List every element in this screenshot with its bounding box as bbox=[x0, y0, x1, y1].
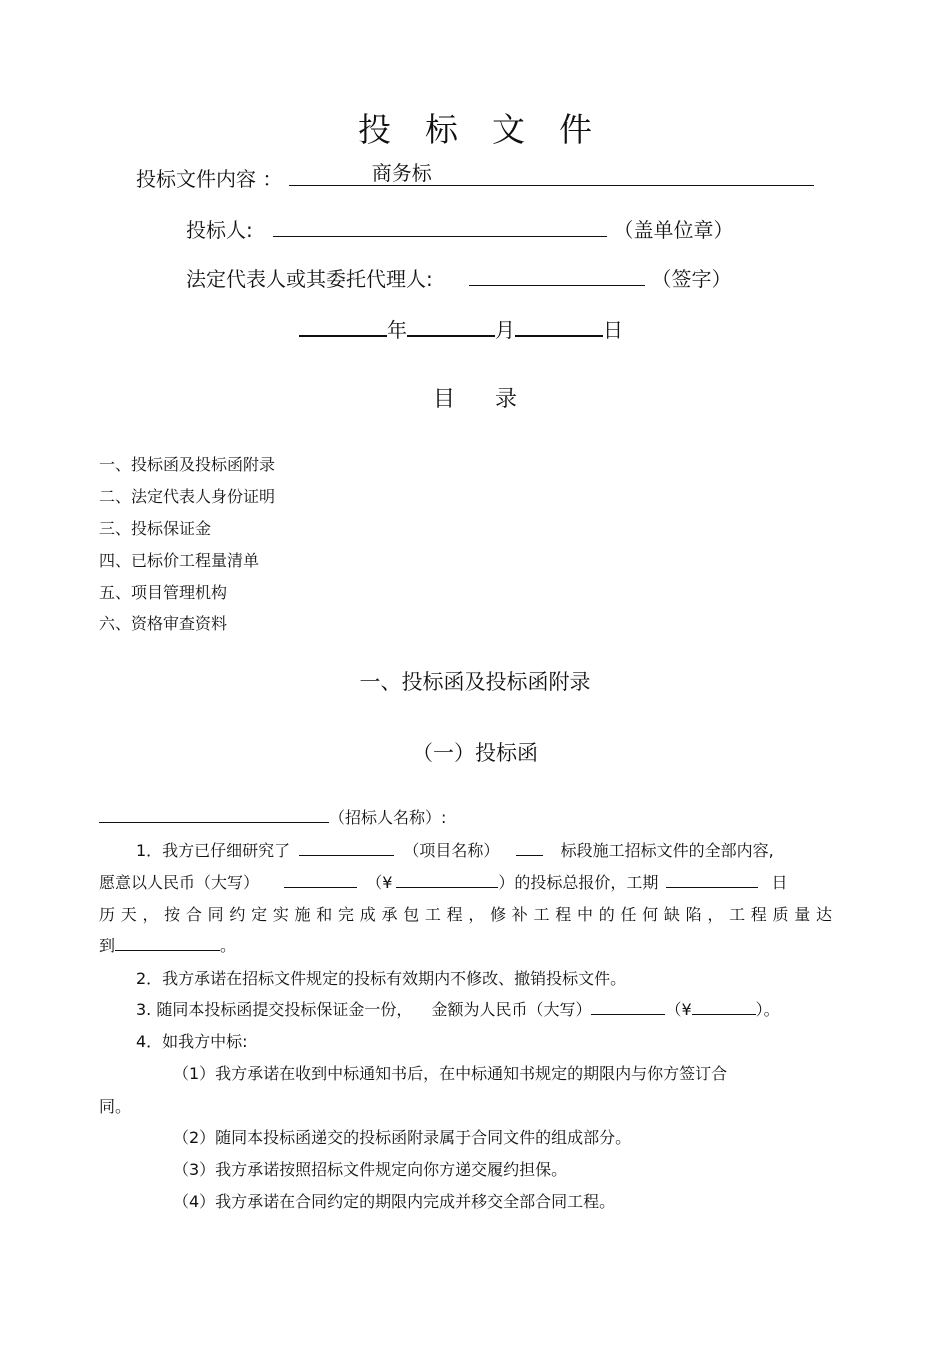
section-heading: 一、投标函及投标函附录 bbox=[359, 670, 591, 694]
p1-text: 。 bbox=[220, 936, 237, 955]
sub-item-2: （2）随同本投标函递交的投标函附录属于合同文件的组成部分。 bbox=[173, 1128, 632, 1147]
paragraph-1-line-4 bbox=[99, 933, 236, 956]
p1-text: 标段施工招标文件的全部内容, bbox=[560, 841, 774, 860]
sub-item-1-line-1: （1）我方承诺在收到中标通知书后，在中标通知书规定的期限内与你方签订合 bbox=[173, 1064, 728, 1083]
p1-text: 1．我方已仔细研究了 bbox=[136, 841, 291, 860]
amount-words-field bbox=[284, 870, 357, 888]
addressee-suffix: （招标人名称）: bbox=[329, 808, 447, 827]
amount-figures-field bbox=[396, 870, 498, 888]
toc-item: 四、已标价工程量清单 bbox=[99, 551, 260, 570]
paragraph-4: 4．如我方中标: bbox=[136, 1032, 248, 1051]
p3-text: ）。 bbox=[755, 1000, 780, 1019]
sub-item-4: （4）我方承诺在合同约定的期限内完成并移交全部合同工程。 bbox=[173, 1192, 616, 1211]
p1-text: （项目名称） bbox=[403, 841, 500, 860]
content-field bbox=[289, 161, 814, 186]
year-field bbox=[299, 314, 387, 337]
paragraph-1-line-1 bbox=[136, 838, 774, 861]
bidder-label: 投标人: bbox=[186, 218, 253, 242]
bidder-field bbox=[273, 215, 607, 237]
representative-field bbox=[469, 264, 645, 286]
bond-words-field bbox=[591, 997, 665, 1015]
day-field bbox=[515, 314, 603, 337]
year-label: 年 bbox=[387, 318, 407, 342]
p1-text: （¥ bbox=[366, 873, 393, 892]
paragraph-1-line-3: 历天，按合同约定实施和完成承包工程，修补工程中的任何缺陷，工程质量达 bbox=[99, 905, 832, 924]
toc-item: 一、投标函及投标函附录 bbox=[99, 455, 276, 474]
date-line bbox=[299, 314, 623, 343]
section-field bbox=[516, 838, 543, 856]
sub-item-1-line-2: 同。 bbox=[99, 1097, 132, 1116]
bidder-line bbox=[186, 214, 733, 243]
content-line bbox=[136, 163, 814, 192]
paragraph-3 bbox=[136, 997, 780, 1020]
project-name-field bbox=[299, 838, 394, 856]
toc-item: 五、项目管理机构 bbox=[99, 583, 228, 602]
toc-item: 三、投标保证金 bbox=[99, 519, 212, 538]
content-value: 商务标 bbox=[371, 161, 432, 185]
month-field bbox=[407, 314, 495, 337]
p3-text: 3. 随同本投标函提交投标保证金一份， bbox=[136, 1000, 413, 1019]
quality-field bbox=[115, 933, 220, 951]
paragraph-2: 2．我方承诺在招标文件规定的投标有效期内不修改、撤销投标文件。 bbox=[136, 969, 627, 988]
p1-text: 到 bbox=[99, 936, 116, 955]
duration-field bbox=[666, 870, 758, 888]
representative-label: 法定代表人或其委托代理人: bbox=[186, 267, 433, 291]
paragraph-1-line-2 bbox=[99, 870, 788, 893]
representative-line bbox=[186, 263, 731, 292]
toc-item: 六、资格审查资料 bbox=[99, 614, 228, 633]
content-label: 投标文件内容 ： bbox=[136, 167, 283, 191]
section-subheading: （一）投标函 bbox=[412, 741, 538, 765]
representative-suffix: （签字） bbox=[651, 267, 732, 291]
document-title: 投标文件 bbox=[358, 110, 626, 149]
bidder-suffix: （盖单位章） bbox=[613, 218, 734, 242]
bond-figures-field bbox=[692, 997, 756, 1015]
p1-text: ）的投标总报价，工期 bbox=[498, 873, 659, 892]
toc-title: 目录 bbox=[432, 387, 557, 412]
toc-item: 二、法定代表人身份证明 bbox=[99, 487, 276, 506]
sub-item-3: （3）我方承诺按照招标文件规定向你方递交履约担保。 bbox=[173, 1160, 568, 1179]
addressee-line bbox=[99, 805, 446, 828]
month-label: 月 bbox=[495, 318, 515, 342]
p3-text: （¥ bbox=[665, 1000, 692, 1019]
p1-text: 愿意以人民币（大写） bbox=[99, 873, 260, 892]
addressee-field bbox=[99, 805, 329, 823]
p1-text: 日 bbox=[771, 873, 788, 892]
p3-text: 金额为人民币（大写） bbox=[431, 1000, 592, 1019]
day-label: 日 bbox=[603, 318, 623, 342]
